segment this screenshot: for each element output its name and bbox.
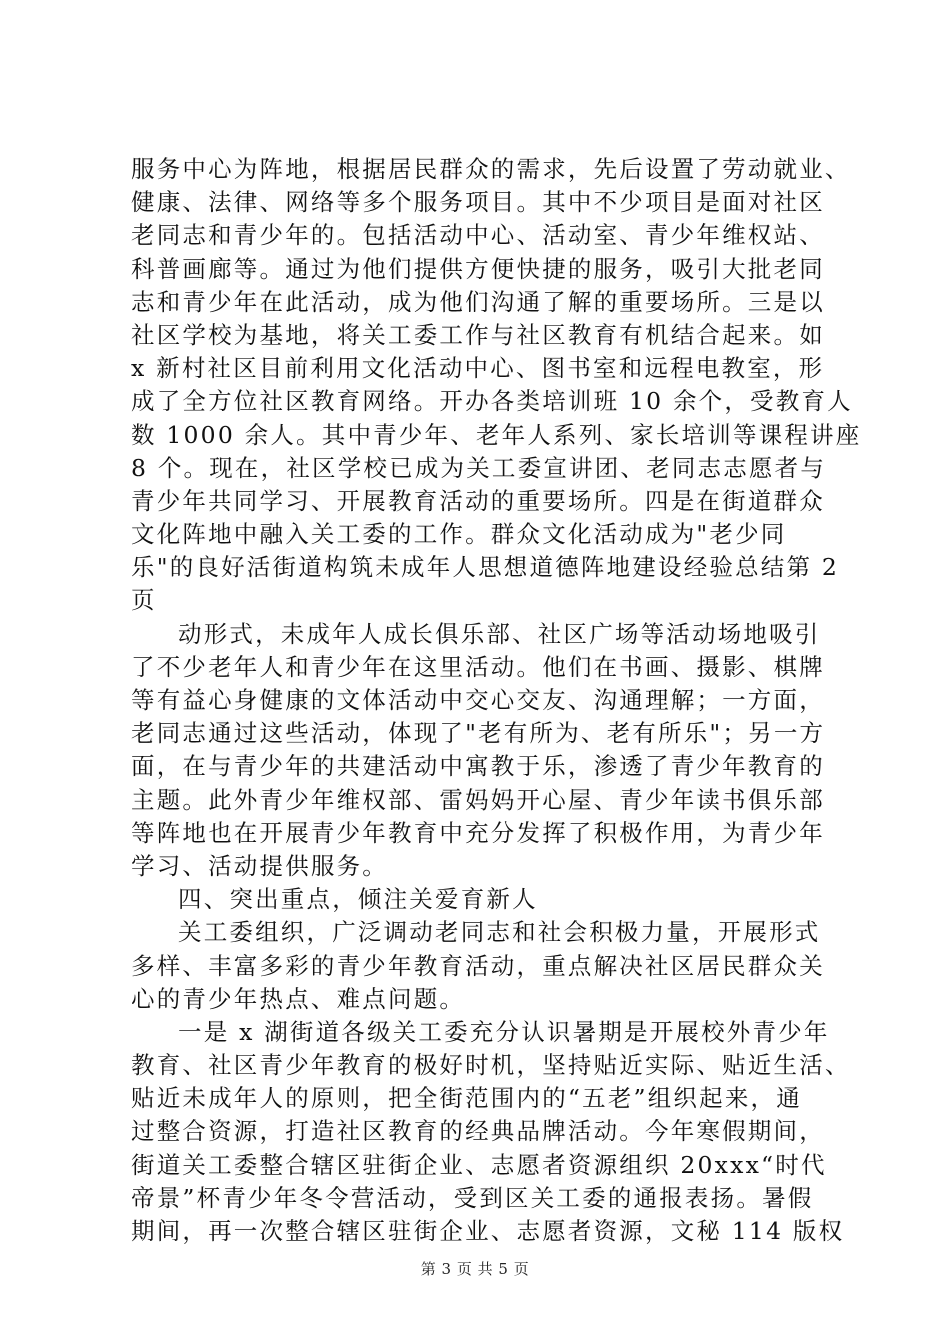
text-line: 8 个。现在，社区学校已成为关工委宣讲团、老同志志愿者与 (131, 453, 827, 482)
text-line: 面，在与青少年的共建活动中寓教于乐，渗透了青少年教育的 (131, 752, 825, 781)
text-line: 教育、社区青少年教育的极好时机，坚持贴近实际、贴近生活、 (131, 1051, 851, 1080)
text-line: 文化阵地中融入关工委的工作。群众文化活动成为"老少同 (131, 520, 787, 549)
text-line: 四、突出重点，倾注关爱育新人 (178, 885, 538, 914)
text-line: 多样、丰富多彩的青少年教育活动，重点解决社区居民群众关 (131, 951, 825, 980)
text-line: 动形式，未成年人成长俱乐部、社区广场等活动场地吸引 (178, 619, 821, 648)
text-line: 贴近未成年人的原则，把全街范围内的“五老”组织起来，通 (131, 1084, 802, 1113)
text-line: 街道关工委整合辖区驻街企业、志愿者资源组织 20xxx“时代 (131, 1150, 827, 1179)
text-line: 主题。此外青少年维权部、雷妈妈开心屋、青少年读书俱乐部 (131, 785, 825, 814)
text-line: 老同志通过这些活动，体现了"老有所为、老有所乐"；另一方 (131, 719, 826, 748)
text-line: 科普画廊等。通过为他们提供方便快捷的服务，吸引大批老同 (131, 254, 825, 283)
text-line: 健康、法律、网络等多个服务项目。其中不少项目是面对社区 (131, 188, 825, 217)
text-line: 乐"的良好活街道构筑未成年人思想道德阵地建设经验总结第 2 (131, 553, 840, 582)
text-line: 青少年共同学习、开展教育活动的重要场所。四是在街道群众 (131, 486, 825, 515)
text-line: 过整合资源，打造社区教育的经典品牌活动。今年寒假期间， (131, 1117, 825, 1146)
text-line: 老同志和青少年的。包括活动中心、活动室、青少年维权站、 (131, 221, 825, 250)
text-line: 等阵地也在开展青少年教育中充分发挥了积极作用，为青少年 (131, 818, 825, 847)
text-line: 学习、活动提供服务。 (131, 851, 388, 880)
text-line: 成了全方位社区教育网络。开办各类培训班 10 余个，受教育人 (131, 387, 853, 416)
text-line: 数 1000 余人。其中青少年、老年人系列、家长培训等课程讲座 (131, 420, 862, 449)
text-line: 页 (131, 586, 157, 615)
text-line: 等有益心身健康的文体活动中交心交友、沟通理解；一方面， (131, 686, 825, 714)
text-line: 帝景”杯青少年冬令营活动，受到区关工委的通报表扬。暑假 (131, 1183, 814, 1212)
text-line: x 新村社区目前利用文化活动中心、图书室和远程电教室，形 (131, 354, 825, 383)
text-line: 一是 x 湖街道各级关工委充分认识暑期是开展校外青少年 (178, 1017, 830, 1046)
document-body (131, 153, 862, 1248)
text-line: 服务中心为阵地，根据居民群众的需求，先后设置了劳动就业、 (131, 155, 851, 183)
text-line: 关工委组织，广泛调动老同志和社会积极力量，开展形式 (178, 918, 821, 947)
text-line: 了不少老年人和青少年在这里活动。他们在书画、摄影、棋牌 (131, 652, 825, 681)
text-line: 心的青少年热点、难点问题。 (131, 984, 466, 1013)
text-line: 社区学校为基地，将关工委工作与社区教育有机结合起来。如 (131, 320, 825, 349)
text-line: 志和青少年在此活动，成为他们沟通了解的重要场所。三是以 (131, 287, 825, 316)
text-line: 期间，再一次整合辖区驻街企业、志愿者资源，文秘 114 版权 (131, 1217, 845, 1245)
page-footer: 第 3 页 共 5 页 (420, 1260, 530, 1278)
